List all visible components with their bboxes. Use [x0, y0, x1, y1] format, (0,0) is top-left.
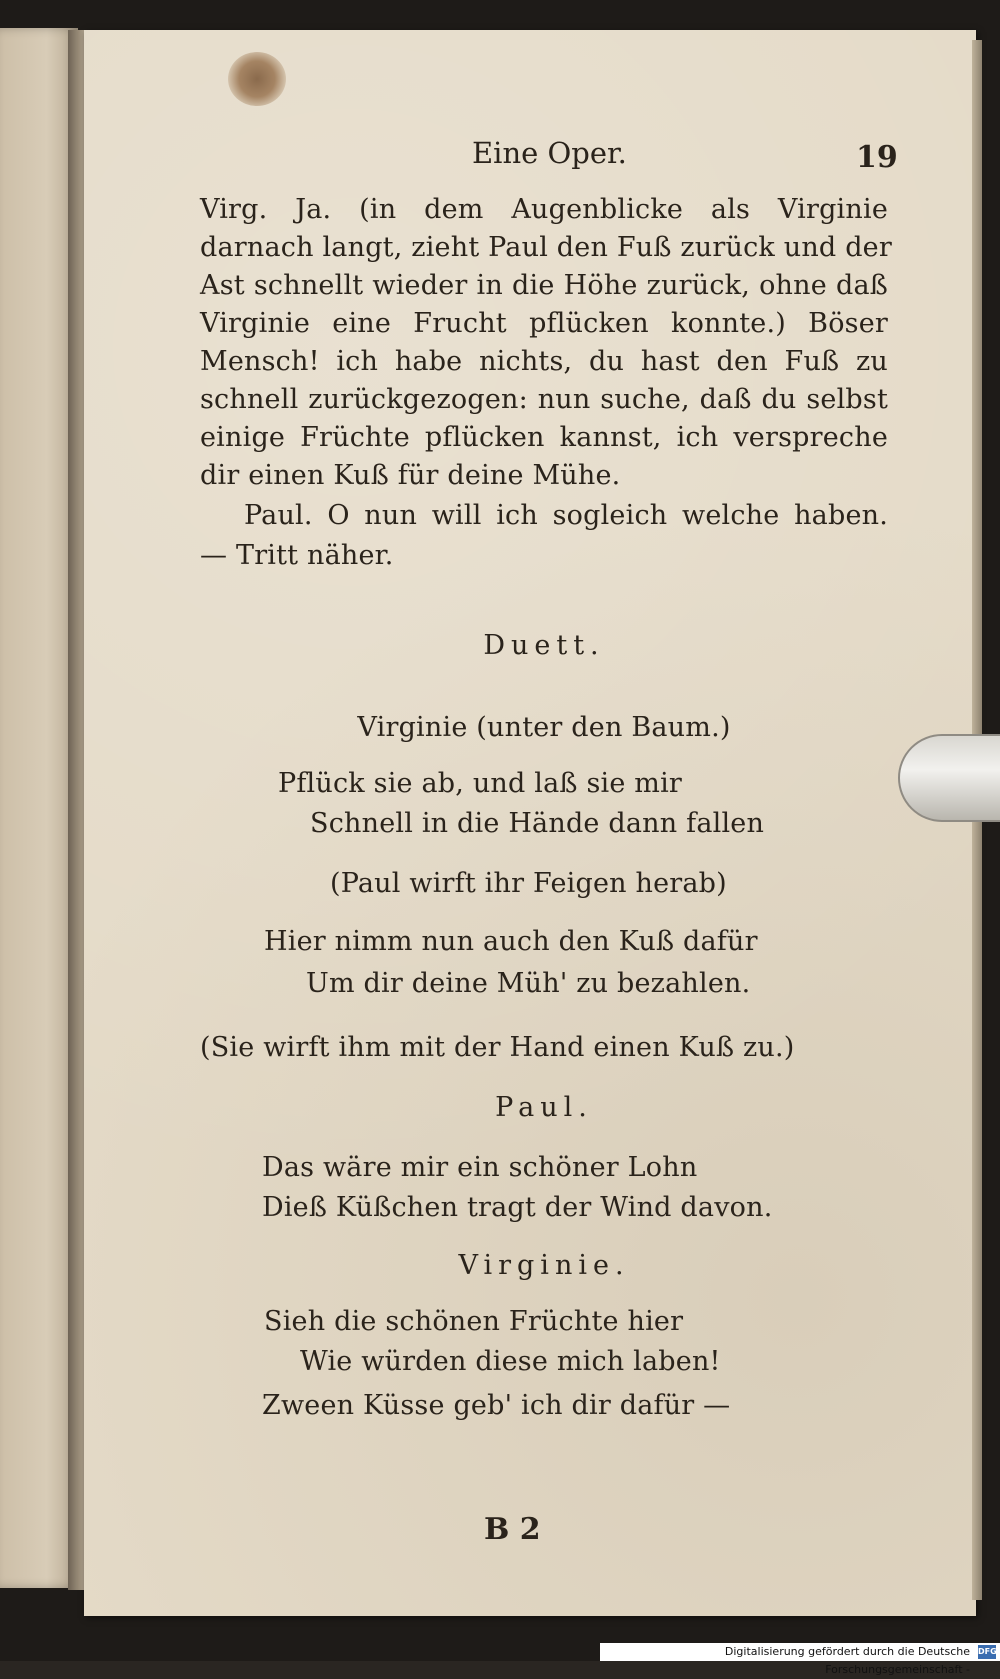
- paper-stain: [228, 52, 286, 106]
- verse-line: Schnell in die Hände dann fallen: [310, 808, 765, 839]
- verse-line: Hier nimm nun auch den Kuß dafür: [264, 926, 758, 957]
- speaker-heading: Virginie.: [458, 1250, 630, 1281]
- text-line: Virg. Ja. (in dem Augenblicke als Virginie: [200, 194, 888, 225]
- text-line: einige Früchte pflücken kannst, ich verspreche: [200, 422, 888, 453]
- dfg-logo-icon: DFG: [978, 1645, 996, 1659]
- text-line: darnach langt, zieht Paul den Fuß zurück und der: [200, 232, 892, 263]
- verse-line: Wie würden diese mich laben!: [300, 1346, 721, 1377]
- speaker-line: Virginie (unter den Baum.): [357, 712, 731, 743]
- text-line: schnell zurückgezogen: nun suche, daß du selbst: [200, 384, 888, 415]
- verse-line: Zween Küsse geb' ich dir dafür —: [262, 1390, 731, 1421]
- verse-line: Pflück sie ab, und laß sie mir: [278, 768, 683, 799]
- digitization-banner: Digitalisierung gefördert durch die Deutsche Forschungsgemeinschaft -: [600, 1643, 1000, 1661]
- text-line: Paul. O nun will ich sogleich welche haben.: [244, 500, 888, 531]
- stage-direction: (Paul wirft ihr Feigen herab): [330, 868, 727, 899]
- page-clip: [898, 734, 1000, 822]
- section-heading-duett: Duett.: [483, 630, 605, 661]
- text-line: Virginie eine Frucht pflücken konnte.) Böser: [200, 308, 888, 339]
- running-header: Eine Oper.: [472, 136, 627, 170]
- text-line: — Tritt näher.: [200, 540, 394, 571]
- verse-line: Das wäre mir ein schöner Lohn: [262, 1152, 698, 1183]
- verse-line: Sieh die schönen Früchte hier: [264, 1306, 684, 1337]
- verse-line: Dieß Küßchen tragt der Wind davon.: [262, 1192, 773, 1223]
- previous-page-edge: [0, 28, 78, 1588]
- text-line: Mensch! ich habe nichts, du hast den Fuß zu: [200, 346, 888, 377]
- verse-line: Um dir deine Müh' zu bezahlen.: [306, 968, 751, 999]
- text-line: dir einen Kuß für deine Mühe.: [200, 460, 621, 491]
- stage-direction: (Sie wirft ihm mit der Hand einen Kuß zu.): [200, 1032, 795, 1063]
- signature-mark: B 2: [484, 1512, 541, 1547]
- page-number: 19: [856, 140, 898, 175]
- text-line: Ast schnellt wieder in die Höhe zurück, ohne daß: [200, 270, 888, 301]
- speaker-heading: Paul.: [495, 1092, 593, 1123]
